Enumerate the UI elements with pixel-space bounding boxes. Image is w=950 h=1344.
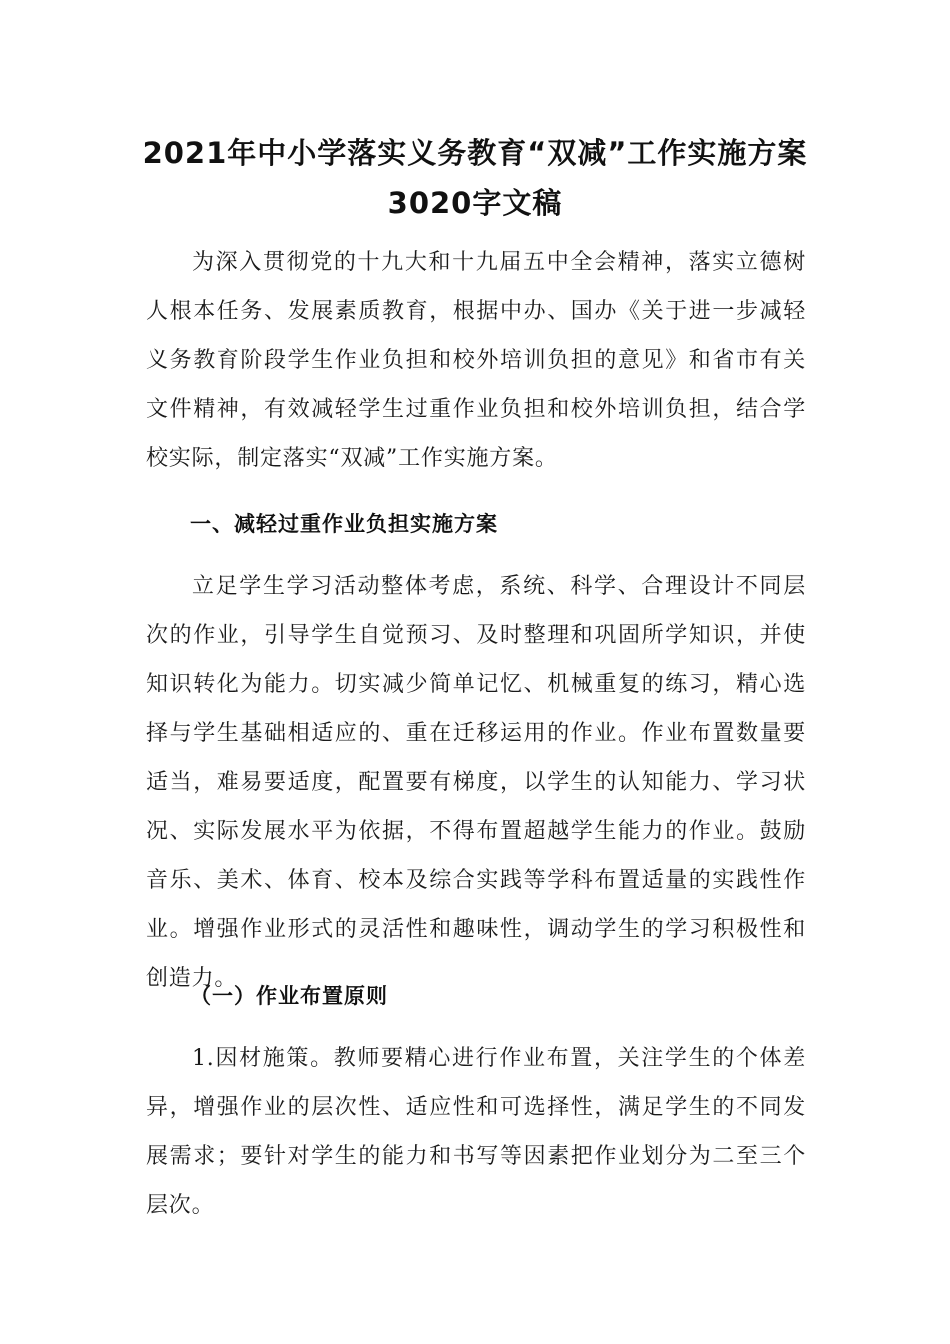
intro-paragraph: 为深入贯彻党的十九大和十九届五中全会精神，落实立德树人根本任务、发展素质教育，根据中办、国办《关于进一步减轻义务教育阶段学生作业负担和校外培训负担的意见》和省市有关文件精神，有效减轻学生过重作业负担和校外培训负担，结合学校实际，制定落实“双减”工作实施方案。 — [146, 250, 806, 471]
document-title-line-1: 2021年中小学落实义务教育“双减”工作实施方案 — [142, 136, 808, 170]
section-1-heading: 一、减轻过重作业负担实施方案 — [190, 512, 498, 536]
section-1-paragraph: 立足学生学习活动整体考虑，系统、科学、合理设计不同层次的作业，引导学生自觉预习、及时整理和巩固所学知识，并使知识转化为能力。切实减少简单记忆、机械重复的练习，精心选择与学生基础相适应的、重在迁移运用的作业。作业布置数量要适当，难易要适度，配置要有梯度，以学生的认知能力、学习状况、实际发展水平为依据，不得布置超越学生能力的作业。鼓励音乐、美术、体育、校本及综合实践等学科布置适量的实践性作业。增强作业形式的灵活性和趣味性，调动学生的学习积极性和创造力。 — [146, 574, 806, 991]
subsection-1-heading: （一）作业布置原则 — [190, 984, 388, 1008]
document-title-line-2: 3020字文稿 — [387, 186, 563, 220]
item-1-paragraph: 1.因材施策。教师要精心进行作业布置，关注学生的个体差异，增强作业的层次性、适应性和可选择性，满足学生的不同发展需求；要针对学生的能力和书写等因素把作业划分为二至三个层次。 — [146, 1046, 806, 1218]
